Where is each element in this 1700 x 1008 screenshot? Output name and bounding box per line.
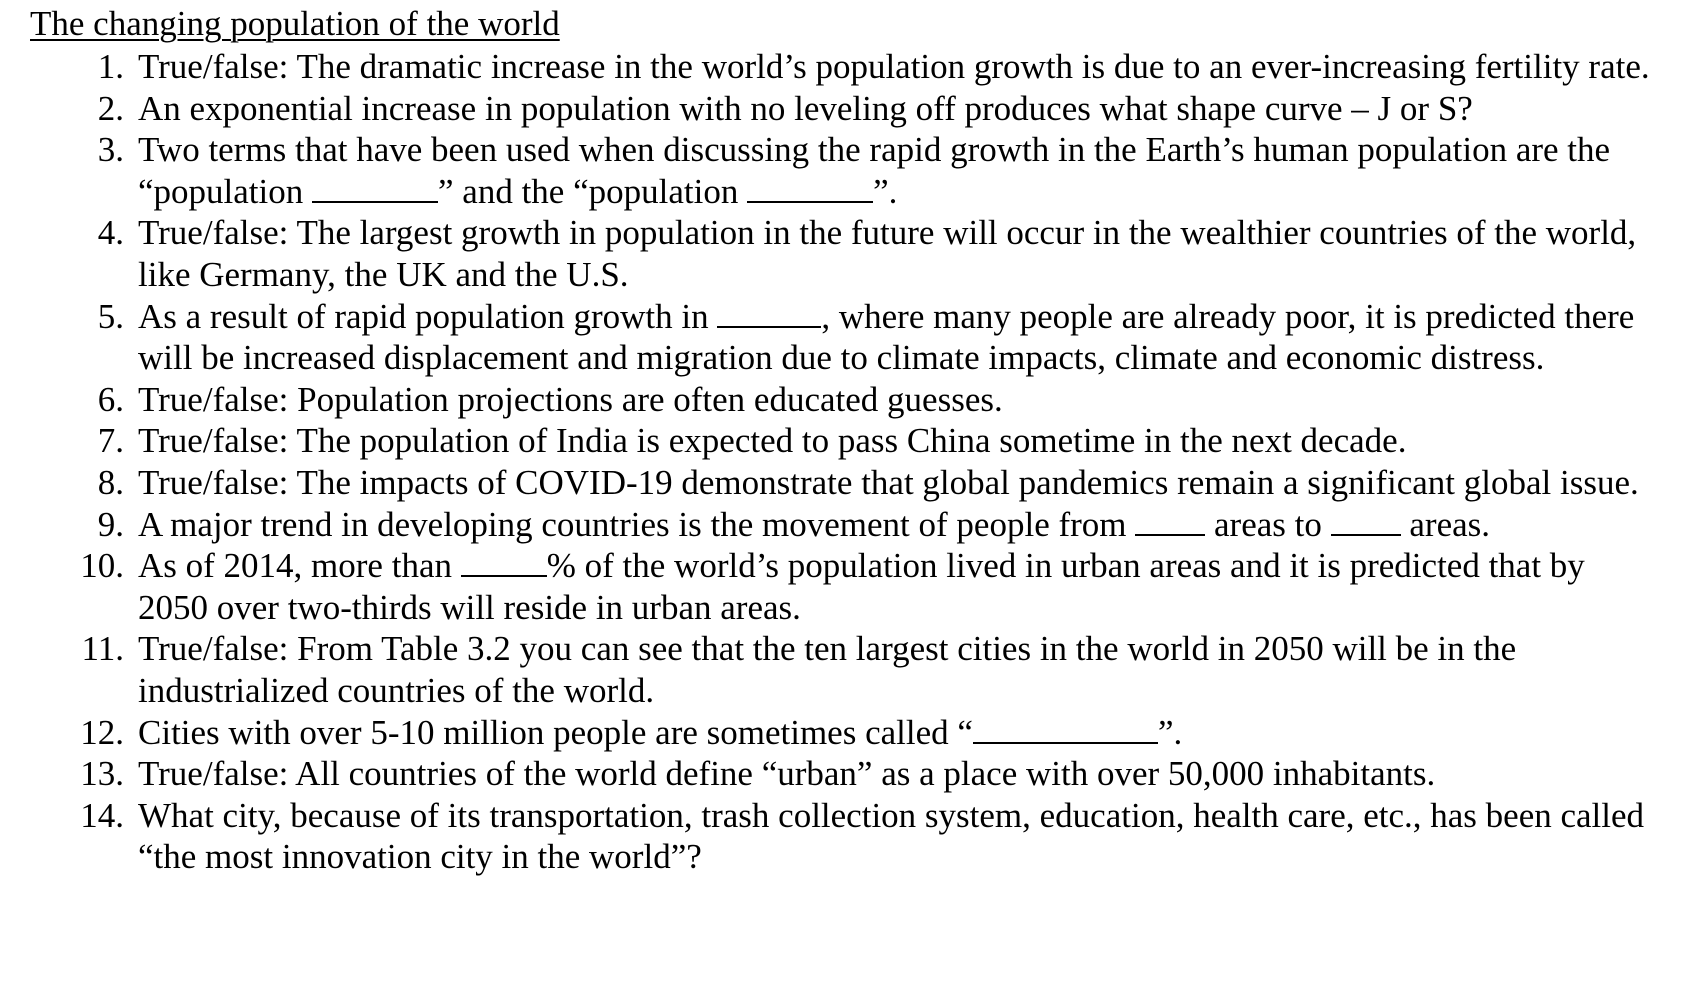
question-8 [0,462,1700,504]
answer-blank[interactable] [461,547,547,577]
answer-blank[interactable] [717,298,821,328]
question-text: True/false: The population of India is expected to pass China sometime in the next decade. [138,421,1407,461]
question-number: 4. [97,213,124,253]
question-number: 6. [97,379,124,419]
question-text-part: As of 2014, more than [138,546,452,586]
answer-blank[interactable] [312,173,438,203]
question-number: 11. [81,629,124,669]
question-7 [0,420,1700,462]
question-number: 3. [97,130,124,170]
question-number: 8. [97,462,124,502]
question-text: True/false: Population projections are often educated guesses. [138,379,1003,419]
question-text: True/false: From Table 3.2 you can see that the ten largest cities in the world in 2050 will be in the industrialized countries of the world. [138,629,1517,710]
question-text-part: Two terms that have been used when discussing the rapid growth in the Earth’s human population are the “population [138,130,1611,211]
question-number: 14. [80,795,124,835]
question-text-part: , where many people are already poor, it is predicted there will be increased displacement and migration due to climate impacts, climate and economic distress. [138,296,1635,378]
question-text: True/false: The largest growth in population in the future will occur in the wealthier countries of the world, like Germany, the UK and the U.S. [138,213,1637,294]
answer-blank[interactable] [747,173,873,203]
question-text: True/false: The dramatic increase in the world’s population growth is due to an ever-increasing fertility rate. [138,47,1650,86]
question-6 [0,379,1700,421]
question-5 [0,296,1700,379]
question-text-part: % of the world’s population lived in urban areas and it is predicted that by 2050 over two-thirds will reside in urban areas. [138,546,1585,627]
question-1 [0,46,1700,88]
question-text-part: As a result of rapid population growth in [138,296,709,336]
question-text: True/false: All countries of the world define “urban” as a place with over 50,000 inhabitants. [138,754,1436,794]
question-text [138,296,1660,379]
question-text: An exponential increase in population with no leveling off produces what shape curve – J or S? [138,88,1473,128]
question-list [0,46,1700,878]
page-title: The changing population of the world [30,4,560,43]
question-10 [0,545,1700,628]
question-4 [0,212,1700,295]
answer-blank[interactable] [973,714,1158,744]
question-text-part: ” and the “population [438,171,739,211]
question-number: 2. [97,88,124,128]
question-2 [0,88,1700,130]
question-text [138,504,1660,546]
question-text-part: areas. [1409,504,1491,544]
answer-blank[interactable] [1331,506,1401,536]
question-number: 5. [97,296,124,336]
question-text-part: Cities with over 5-10 million people are sometimes called “ [138,712,973,752]
question-3 [0,129,1700,212]
question-number: 1. [97,47,124,86]
question-text-part: ”. [873,171,898,211]
question-text [138,712,1660,754]
question-number: 12. [80,712,124,752]
question-text: True/false: The impacts of COVID-19 demonstrate that global pandemics remain a significant global issue. [138,462,1639,502]
question-text [138,545,1660,628]
question-number: 7. [97,421,124,461]
question-13 [0,753,1700,795]
question-14 [0,795,1700,878]
answer-blank[interactable] [1135,506,1205,536]
question-number: 9. [97,504,124,544]
question-9 [0,504,1700,546]
question-text-part: ”. [1157,712,1183,752]
question-text: What city, because of its transportation, trash collection system, education, health care, etc., has been called “the most innovation city in the world”? [138,795,1645,877]
question-11 [0,628,1700,711]
question-number: 13. [80,754,124,794]
question-text [138,129,1660,212]
question-number: 10. [80,546,124,586]
question-text-part: A major trend in developing countries is the movement of people from [138,504,1127,544]
question-text-part: areas to [1214,504,1322,544]
question-12 [0,712,1700,754]
